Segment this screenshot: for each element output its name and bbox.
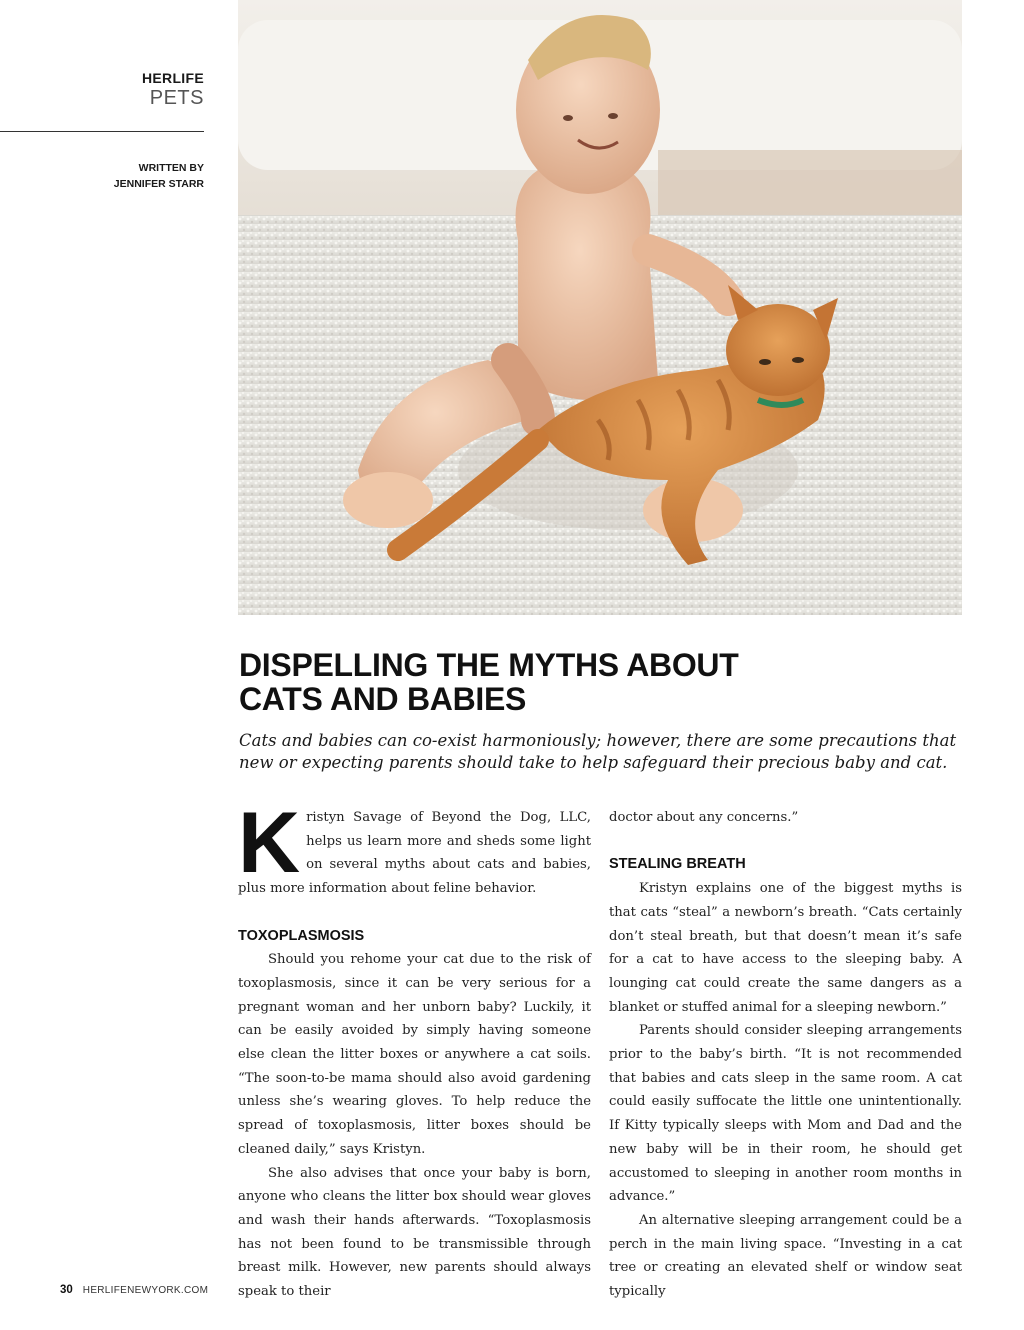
section-heading-toxoplasmosis: TOXOPLASMOSIS xyxy=(238,927,365,944)
body-paragraph: Parents should consider sleeping arrangements prior to the baby’s birth. “It is not recommended that babies and cats sleep in the same room. A cat could easily suffocate the little one unintentionally. If Kitty typically sleeps with Mom and Dad and the new baby will be in their room, he should get accustomed to sleeping in another room months in advance.” xyxy=(609,1023,962,1205)
body-paragraph: An alternative sleeping arrangement could be a perch in the main living space. “Investing in a cat tree or creating an elevated shelf or window seat typically xyxy=(609,1212,962,1300)
body-column-left xyxy=(238,795,591,1304)
body-paragraph-continued: doctor about any concerns.” xyxy=(609,810,799,825)
page-number: 30 xyxy=(60,1284,73,1296)
byline xyxy=(114,160,204,192)
page-footer xyxy=(60,1284,208,1296)
body-paragraph: Kristyn explains one of the biggest myths is that cats “steal” a newborn’s breath. “Cats certainly don’t steal breath, but that doesn’t mean it’s safe for a cat to have access to the sleeping baby. A lounging cat could create the same dangers as a blanket or stuffed animal for a sleeping newborn.” xyxy=(609,881,962,1015)
sidebar-divider xyxy=(0,131,204,132)
floor xyxy=(658,150,962,220)
intro-text: ristyn Savage of Beyond the Dog, LLC, helps us learn more and sheds some light on several myths about cats and babies, plus more information about feline behavior. xyxy=(238,810,591,897)
article-dek: Cats and babies can co-exist harmoniously; however, there are some precautions that new or expecting parents should take to help safeguard their precious baby and cat. xyxy=(239,731,957,772)
article-title-line-2: CATS AND BABIES xyxy=(239,681,527,717)
author-name: JENNIFER STARR xyxy=(113,178,204,190)
intro-paragraph xyxy=(238,795,591,901)
body-paragraph: She also advises that once your baby is born, anyone who cleans the litter box should wear gloves and wash their hands afterwards. “Toxoplasmosis has not been found to be transmissible through breast milk. However, new parents should always speak to their xyxy=(238,1165,591,1300)
footer-site-url: HERLIFENEWYORK.COM xyxy=(82,1285,209,1296)
section-label xyxy=(142,70,204,110)
body-column-right xyxy=(609,806,962,1304)
written-by-label: WRITTEN BY xyxy=(138,162,204,174)
magazine-section: HERLIFE xyxy=(142,70,204,86)
drop-cap: K xyxy=(238,795,301,891)
article-title xyxy=(239,648,963,716)
magazine-subsection: PETS xyxy=(149,87,204,109)
article-title-line-1: DISPELLING THE MYTHS ABOUT xyxy=(239,647,739,683)
body-paragraph: Should you rehome your cat due to the risk of toxoplasmosis, since it can be very serious for a pregnant woman and her unborn baby? Luckily, it can be easily avoided by simply having someone else clean the litter boxes or anywhere a cat soils. “The soon-to-be mama should also avoid gardening unless she’s wearing gloves. To help reduce the spread of toxoplasmosis, litter boxes should be cleaned daily,” says Kristyn. xyxy=(238,952,591,1157)
section-heading-stealing-breath: STEALING BREATH xyxy=(609,856,746,873)
hero-photo xyxy=(238,0,962,615)
